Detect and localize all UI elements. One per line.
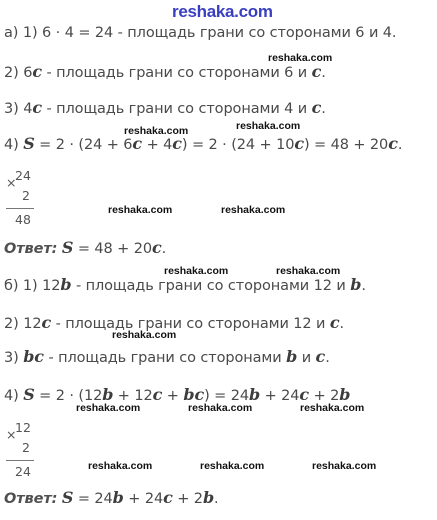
calc-b-top: 12	[15, 420, 31, 435]
watermark: reshaka.com	[200, 460, 265, 472]
part-b-line-1: б) 1) 12b - площадь грани со сторонами 12 и b.	[4, 275, 366, 294]
calc-a-rule	[6, 208, 34, 209]
watermark: reshaka.com	[124, 125, 189, 137]
watermark: reshaka.com	[112, 329, 177, 341]
watermark: reshaka.com	[164, 265, 229, 277]
part-b-line-2: 2) 12c - площадь грани со сторонами 12 и c.	[4, 313, 345, 332]
watermark: reshaka.com	[108, 204, 173, 216]
part-a-answer: Ответ: S = 48 + 20c.	[4, 238, 167, 257]
watermark: reshaka.com	[268, 52, 333, 64]
watermark: reshaka.com	[88, 460, 153, 472]
calc-a-result: 48	[15, 212, 31, 227]
part-a-line-3: 3) 4c - площадь грани со сторонами 4 и c.	[4, 98, 326, 117]
part-b-line-3: 3) bc - площадь грани со сторонами b и c.	[4, 347, 330, 366]
watermark: reshaka.com	[276, 265, 341, 277]
calc-b-bottom: 2	[22, 440, 30, 455]
part-a-line-1: а) 1) 6 · 4 = 24 - площадь грани со сторонами 6 и 4.	[4, 25, 397, 41]
part-b-line-4: 4) S = 2 · (12b + 12c + bc) = 24b + 24c + 2b	[4, 385, 351, 404]
calc-a-sign: ×	[6, 175, 17, 190]
watermark-top: reshaka.com	[172, 2, 273, 21]
watermark: reshaka.com	[188, 402, 253, 414]
watermark: reshaka.com	[221, 204, 286, 216]
calc-b-sign: ×	[6, 427, 17, 442]
watermark: reshaka.com	[312, 460, 377, 472]
calc-b-rule	[6, 460, 34, 461]
calc-a-top: 24	[15, 168, 31, 183]
part-b-answer: Ответ: S = 24b + 24c + 2b.	[4, 488, 219, 507]
calc-a-bottom: 2	[22, 188, 30, 203]
calc-b-result: 24	[15, 464, 31, 479]
watermark: reshaka.com	[300, 402, 365, 414]
part-a-line-2: 2) 6c - площадь грани со сторонами 6 и c.	[4, 62, 326, 81]
watermark: reshaka.com	[236, 120, 301, 132]
part-a-line-4: 4) S = 2 · (24 + 6c + 4c) = 2 · (24 + 10c) = 48 + 20c.	[4, 134, 403, 153]
watermark: reshaka.com	[76, 402, 141, 414]
